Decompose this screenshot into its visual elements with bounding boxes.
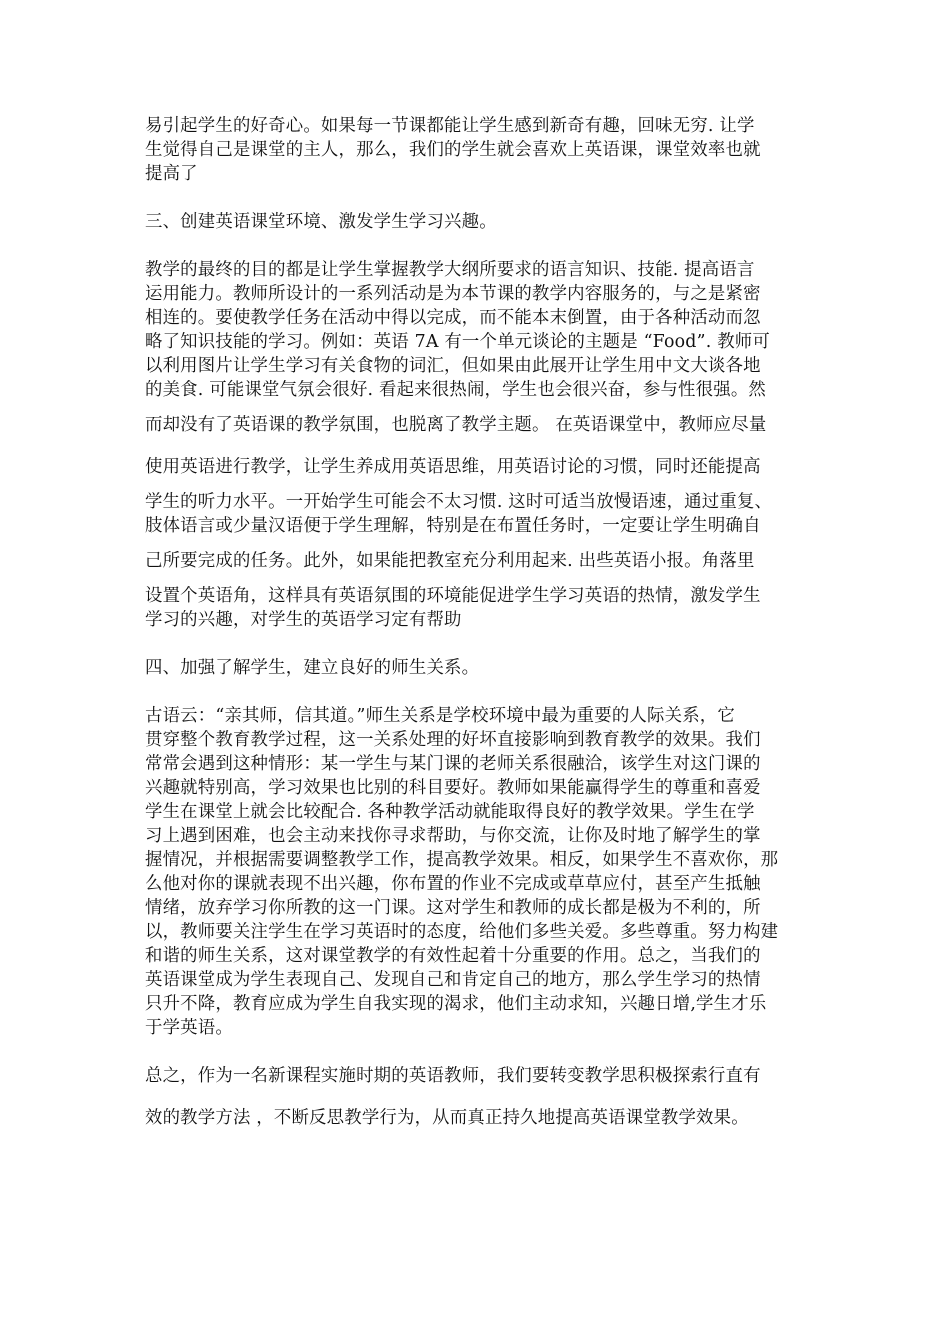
text-line: 学习的兴趣，对学生的英语学习定有帮助 <box>145 610 462 630</box>
text-line: 英语课堂成为学生表现自己、发现自己和肯定自己的地方，那么学生学习的热情 <box>145 970 761 990</box>
text-line: 肢体语言或少量汉语便于学生理解，特别是在布置任务时，一定要让学生明确自 <box>145 516 761 536</box>
text-line: 学生在课堂上就会比较配合. 各种教学活动就能取得良好的教学效果。学生在学 <box>145 802 755 822</box>
text-line: 生觉得自己是课堂的主人，那么，我们的学生就会喜欢上英语课，课堂效率也就 <box>145 140 761 160</box>
section-heading-4 <box>145 656 809 680</box>
text-line: 以利用图片让学生学习有关食物的词汇，但如果由此展开让学生用中文大谈各地 <box>145 356 761 376</box>
text-line: 兴趣就特别高，学习效果也比别的科目要好。教师如果能赢得学生的尊重和喜爱 <box>145 778 761 798</box>
text-line: 和谐的师生关系，这对课堂教学的有效性起着十分重要的作用。总之，当我们的 <box>145 946 761 966</box>
heading-text: 三、创建英语课堂环境、激发学生学习兴趣。 <box>145 212 497 232</box>
text-line: 于学英语。 <box>145 1018 233 1038</box>
document-page <box>145 114 809 1130</box>
text-line: 易引起学生的好奇心。如果每一节课都能让学生感到新奇有趣，回味无穷. 让学 <box>145 116 755 136</box>
paragraph-teacher-student-relationship <box>145 704 809 1040</box>
text-line: 总之，作为一名新课程实施时期的英语教师，我们要转变教学思积极探索行直有 <box>145 1066 761 1086</box>
text-line: 的美食. 可能课堂气氛会很好. 看起来很热闹，学生也会很兴奋，参与性很强。然 <box>145 380 766 400</box>
paragraph-intro-continuation <box>145 114 809 186</box>
text-line: 以，教师要关注学生在学习英语时的态度，给他们多些关爱。多些尊重。努力构建 <box>145 922 779 942</box>
text-line: 略了知识技能的学习。例如：英语 7A 有一个单元谈论的主题是 “Food”. 教师可 <box>145 332 770 352</box>
text-line: 常常会遇到这种情形：某一学生与某门课的老师关系很融洽，该学生对这门课的 <box>145 754 761 774</box>
text-line: 学生的听力水平。一开始学生可能会不太习惯. 这时可适当放慢语速，通过重复、 <box>145 492 773 512</box>
text-line: 而却没有了英语课的教学氛围，也脱离了教学主题。 在英语课堂中，教师应尽量 <box>145 415 767 435</box>
paragraph-conclusion <box>145 1064 809 1130</box>
heading-text: 四、加强了解学生，建立良好的师生关系。 <box>145 658 480 678</box>
text-line: 教学的最终的目的都是让学生掌握教学大纲所要求的语言知识、技能. 提高语言 <box>145 260 755 280</box>
section-heading-3 <box>145 210 809 234</box>
text-line: 只升不降，教育应成为学生自我实现的渴求，他们主动求知，兴趣日增,学生才乐 <box>145 994 767 1014</box>
text-line: 效的教学方法 ，不断反思教学行为，从而真正持久地提高英语课堂教学效果。 <box>145 1108 749 1128</box>
text-line: 使用英语进行教学，让学生养成用英语思维，用英语讨论的习惯，同时还能提高 <box>145 457 761 477</box>
text-line: 握情况，并根据需要调整教学工作，提高教学效果。相反，如果学生不喜欢你，那 <box>145 850 779 870</box>
text-line: 习上遇到困难，也会主动来找你寻求帮助，与你交流，让你及时地了解学生的掌 <box>145 826 761 846</box>
text-line: 古语云：“亲其师，信其道。”师生关系是学校环境中最为重要的人际关系，它 <box>145 706 735 726</box>
text-line: 么他对你的课就表现不出兴趣，你布置的作业不完成或草草应付，甚至产生抵触 <box>145 874 761 894</box>
text-line: 运用能力。教师所设计的一系列活动是为本节课的教学内容服务的，与之是紧密 <box>145 284 761 304</box>
text-line: 己所要完成的任务。此外，如果能把教室充分利用起来. 出些英语小报。角落里 <box>145 551 755 571</box>
text-line: 提高了 <box>145 164 198 184</box>
text-line: 情绪，放弃学习你所教的这一门课。这对学生和教师的成长都是极为不利的，所 <box>145 898 761 918</box>
text-line: 贯穿整个教育教学过程，这一关系处理的好坏直接影响到教育教学的效果。我们 <box>145 730 761 750</box>
paragraph-classroom-environment <box>145 258 809 632</box>
text-line: 相连的。要使教学任务在活动中得以完成，而不能本末倒置，由于各种活动而忽 <box>145 308 761 328</box>
text-line: 设置个英语角，这样具有英语氛围的环境能促进学生学习英语的热情，激发学生 <box>145 586 761 606</box>
